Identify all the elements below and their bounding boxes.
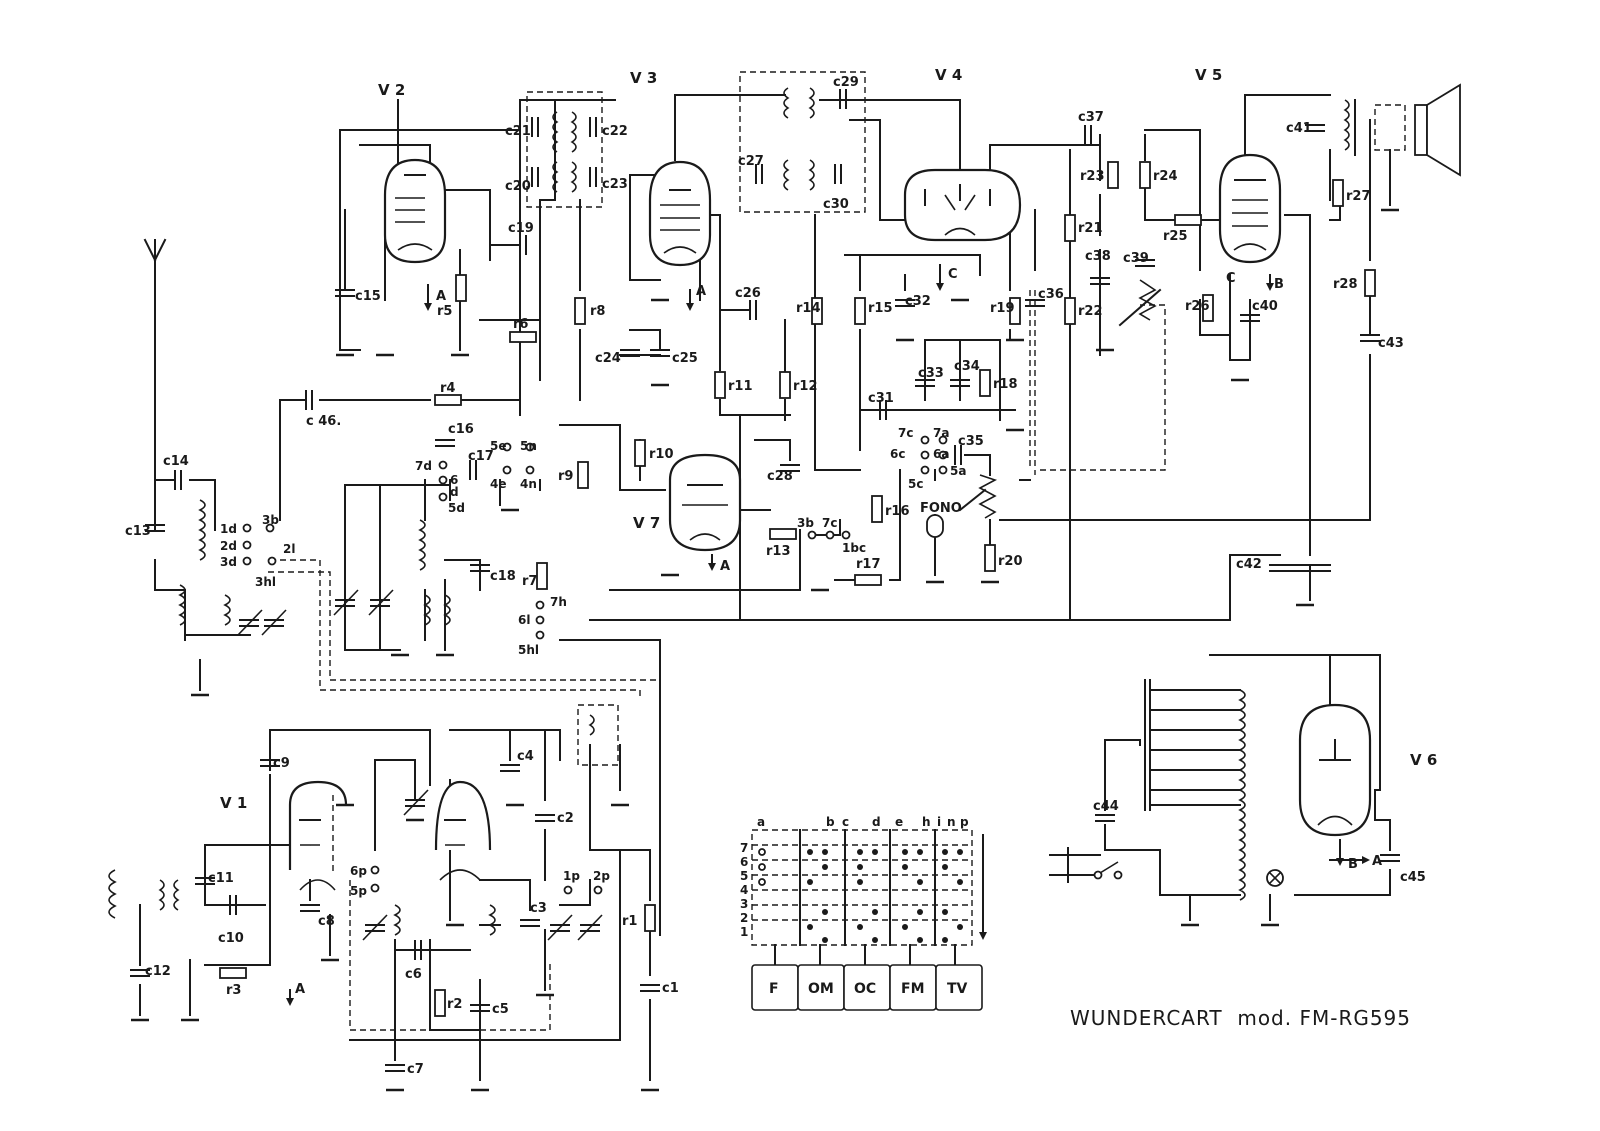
tuning-capacitors — [238, 590, 602, 940]
label-r1: r1 — [622, 914, 638, 929]
capacitor-c45 — [1381, 855, 1399, 861]
contact-label: 6 — [450, 473, 459, 487]
tube-v3 — [650, 162, 710, 265]
node-label-c: C — [1226, 271, 1236, 286]
resistor-r23 — [1108, 162, 1118, 188]
label-r15: r15 — [868, 301, 893, 316]
label-r7: r7 — [522, 574, 538, 589]
label-r14: r14 — [796, 301, 821, 316]
contact-label: 3d — [220, 555, 237, 569]
capacitor-c21 — [532, 118, 538, 136]
contact-label: 5hl — [518, 643, 540, 657]
capacitor-c44 — [1096, 815, 1114, 821]
resistor-r6 — [510, 332, 536, 342]
switch-contact-labels — [220, 426, 966, 898]
capacitor-c42 — [1270, 565, 1330, 571]
label-c30: c30 — [823, 197, 849, 212]
label-c28: c28 — [767, 469, 793, 484]
band-key-om-label: OM — [808, 981, 834, 997]
contact-label: 7c — [898, 426, 914, 440]
grid-col-label: i — [937, 815, 942, 829]
label-r3: r3 — [226, 983, 242, 998]
label-c38: c38 — [1085, 249, 1111, 264]
resistor-r4 — [435, 395, 461, 405]
label-c45: c45 — [1400, 870, 1426, 885]
label-c15: c15 — [355, 289, 381, 304]
capacitor-c16 — [436, 440, 454, 446]
coil-output — [1345, 100, 1349, 150]
label-c24: c24 — [595, 351, 621, 366]
capacitor-c37 — [1085, 126, 1091, 144]
ground-symbols — [131, 210, 1399, 1090]
label-r5: r5 — [437, 304, 453, 319]
capacitor-c25 — [651, 350, 669, 356]
grid-col-label: d — [872, 815, 881, 829]
label-c20: c20 — [505, 179, 531, 194]
resistor-r20 — [985, 545, 995, 571]
resistor-r21 — [1065, 215, 1075, 241]
contact-label: 4e — [490, 477, 507, 491]
node-label-a: A — [720, 559, 731, 574]
label-r8: r8 — [590, 304, 606, 319]
label-c25: c25 — [672, 351, 698, 366]
contact-label: 7c — [822, 516, 838, 530]
tube-label-v2: V 2 — [378, 81, 406, 99]
contact-label: 6p — [350, 864, 367, 878]
label-c32: c32 — [905, 294, 931, 309]
band-switch-grid — [752, 830, 987, 965]
band-key-tv-label: TV — [947, 981, 968, 997]
contact-label: 5p — [350, 884, 367, 898]
label-c3: c3 — [530, 901, 547, 916]
grid-row-label: 6 — [740, 855, 749, 869]
coil-fm-input-2 — [174, 880, 178, 910]
label-c36: c36 — [1038, 287, 1064, 302]
label-c5: c5 — [492, 1002, 509, 1017]
label-r17: r17 — [856, 557, 881, 572]
contact-label: 7d — [415, 459, 432, 473]
fono-input-jack-icon — [927, 515, 943, 537]
mains-switch-icon — [1095, 862, 1122, 879]
capacitor-c8 — [301, 905, 319, 911]
label-r9: r9 — [558, 469, 574, 484]
label-c4: c4 — [517, 749, 534, 764]
label-c37: c37 — [1078, 110, 1104, 125]
tube-label-v6: V 6 — [1410, 751, 1438, 769]
resistor-r5 — [456, 275, 466, 301]
label-c9: c9 — [273, 756, 290, 771]
label-r26: r26 — [1185, 299, 1210, 314]
label-c14: c14 — [163, 454, 189, 469]
resistor-r15 — [855, 298, 865, 324]
tuning-capacitor-1 — [238, 610, 262, 635]
resistor-r25 — [1175, 215, 1201, 225]
label-c27: c27 — [738, 154, 764, 169]
node-label-b: B — [1274, 277, 1284, 292]
contact-label: 4n — [520, 477, 537, 491]
tube-v2 — [385, 160, 445, 262]
capacitor-c3 — [521, 920, 539, 926]
capacitor-c14 — [175, 471, 181, 489]
resistor-r22 — [1065, 298, 1075, 324]
node-label-a: A — [1372, 854, 1383, 869]
label-c42: c42 — [1236, 557, 1262, 572]
label-c13: c13 — [125, 524, 151, 539]
coil-osc-1 — [420, 520, 425, 570]
label-c16: c16 — [448, 422, 474, 437]
label-c46: c 46. — [306, 414, 342, 429]
resistor-r17 — [855, 575, 881, 585]
resistor-r7 — [537, 563, 547, 589]
node-label-b: B — [1348, 857, 1358, 872]
grid-row-label: 1 — [740, 925, 749, 939]
capacitor-c22 — [590, 118, 596, 136]
node-labels — [295, 267, 1382, 997]
coil-antenna-3 — [225, 595, 230, 625]
label-c34: c34 — [954, 359, 980, 374]
contact-label: 5e — [490, 439, 507, 453]
grid-row-label: 5 — [740, 869, 749, 883]
capacitor-c1 — [641, 985, 659, 991]
tube-v7 — [670, 455, 740, 550]
contact-label: 5c — [908, 477, 924, 491]
label-c40: c40 — [1252, 299, 1278, 314]
contact-label: 3b — [797, 516, 814, 530]
tube-v6 — [1300, 705, 1370, 835]
tube-v5 — [1220, 155, 1280, 262]
label-c11: c11 — [208, 871, 234, 886]
capacitor-c24 — [621, 350, 639, 356]
band-key-fm-label: FM — [901, 981, 925, 997]
contact-label: 5d — [448, 501, 465, 515]
label-c29: c29 — [833, 75, 859, 90]
label-c10: c10 — [218, 931, 244, 946]
band-key-f-label: F — [769, 981, 779, 997]
grid-col-label: e — [895, 815, 904, 829]
label-r2: r2 — [447, 997, 463, 1012]
label-r23: r23 — [1080, 169, 1105, 184]
coil-v1-tank-3 — [590, 715, 594, 735]
label-c21: c21 — [505, 124, 531, 139]
node-label-a: A — [295, 982, 306, 997]
resistor-r27 — [1333, 180, 1343, 206]
band-key-oc-label: OC — [854, 981, 877, 997]
grid-row-label: 2 — [740, 911, 749, 925]
coil-v1-tank-2 — [490, 905, 495, 935]
contact-label: 1d — [220, 522, 237, 536]
grid-col-label: b — [826, 815, 835, 829]
grid-col-label: p — [960, 815, 969, 829]
grid-col-label: c — [842, 815, 850, 829]
label-c7: c7 — [407, 1062, 424, 1077]
capacitor-c4 — [501, 765, 519, 771]
antenna-icon — [145, 240, 165, 260]
node-label-c: C — [948, 267, 958, 282]
label-c26: c26 — [735, 286, 761, 301]
label-c6: c6 — [405, 967, 422, 982]
volume-pot — [980, 475, 995, 518]
label-c35: c35 — [958, 434, 984, 449]
resistor-r11 — [715, 372, 725, 398]
capacitor-c15 — [336, 290, 354, 296]
label-c18: c18 — [490, 569, 516, 584]
resistor-r3 — [220, 968, 246, 978]
contact-label: 5a — [950, 464, 967, 478]
capacitor-c20 — [532, 168, 538, 186]
capacitor-c43 — [1361, 335, 1379, 341]
coil-if2 — [784, 88, 814, 190]
resistor-r24 — [1140, 162, 1150, 188]
label-r24: r24 — [1153, 169, 1178, 184]
label-r18: r18 — [993, 377, 1018, 392]
tube-v4 — [905, 170, 1020, 240]
resistor-r28 — [1365, 270, 1375, 296]
resistor-r10 — [635, 440, 645, 466]
diagram-title: WUNDERCART mod. FM-RG595 — [1070, 1006, 1412, 1030]
contact-label: 6a — [933, 447, 950, 461]
coil-antenna-1 — [200, 500, 205, 560]
tuning-capacitor-8 — [578, 915, 602, 940]
label-r22: r22 — [1078, 304, 1103, 319]
resistor-r13 — [770, 529, 796, 539]
resistor-r9 — [578, 462, 588, 488]
capacitor-c46 — [306, 391, 312, 409]
label-r10: r10 — [649, 447, 674, 462]
label-c41: c41 — [1286, 121, 1312, 136]
capacitor-c2 — [536, 815, 554, 821]
label-c33: c33 — [918, 366, 944, 381]
wiring — [140, 95, 1390, 1080]
capacitor-c26 — [750, 301, 756, 319]
resistor-r12 — [780, 372, 790, 398]
contact-label: 1bc — [842, 541, 867, 555]
grid-row-label: 7 — [740, 841, 749, 855]
label-c44: c44 — [1093, 799, 1119, 814]
resistor-r18 — [980, 370, 990, 396]
label-c23: c23 — [602, 177, 628, 192]
label-r21: r21 — [1078, 221, 1103, 236]
contact-label: 2l — [283, 542, 296, 556]
coil-if1 — [553, 112, 576, 192]
label-c22: c22 — [602, 124, 628, 139]
node-label-a: A — [436, 289, 447, 304]
grid-col-label: n — [947, 815, 956, 829]
contact-label: 7h — [550, 595, 567, 609]
label-c31: c31 — [868, 391, 894, 406]
label-c2: c2 — [557, 811, 574, 826]
label-r4: r4 — [440, 381, 456, 396]
contact-label: 5n — [520, 439, 537, 453]
switch-grid-contacts — [759, 849, 963, 943]
mains-plug-icon — [1050, 848, 1068, 882]
fono-label: FONO — [920, 501, 962, 516]
label-r19: r19 — [990, 301, 1015, 316]
label-r11: r11 — [728, 379, 753, 394]
band-keys — [752, 965, 982, 1010]
label-r13: r13 — [766, 544, 791, 559]
label-r27: r27 — [1346, 189, 1371, 204]
label-r20: r20 — [998, 554, 1023, 569]
node-label-a: A — [696, 284, 707, 299]
tube-label-v5: V 5 — [1195, 66, 1223, 84]
tube-label-v3: V 3 — [630, 69, 658, 87]
contact-label: 2p — [593, 869, 610, 883]
tube-label-v7: V 7 — [633, 514, 661, 532]
label-c1: c1 — [662, 981, 679, 996]
pilot-lamp-icon — [1267, 870, 1283, 886]
label-r16: r16 — [885, 504, 910, 519]
label-r28: r28 — [1333, 277, 1358, 292]
grid-row-label: 3 — [740, 897, 749, 911]
coil-fm-input — [160, 880, 164, 910]
speaker-icon — [1415, 85, 1460, 175]
tube-v1 — [290, 782, 490, 890]
capacitor-c30 — [835, 165, 841, 183]
label-c39: c39 — [1123, 251, 1149, 266]
resistor-r16 — [872, 496, 882, 522]
label-r6: r6 — [513, 317, 529, 332]
label-c8: c8 — [318, 914, 335, 929]
coil-fm-dipole — [109, 870, 115, 918]
tube-label-v4: V 4 — [935, 66, 963, 84]
contact-label: 7a — [933, 426, 950, 440]
label-c43: c43 — [1378, 336, 1404, 351]
contact-label: 6l — [518, 613, 531, 627]
capacitor-c7 — [386, 1065, 404, 1071]
tuning-capacitor-6 — [363, 915, 387, 940]
contact-label: 1p — [563, 869, 580, 883]
contact-label: 2d — [220, 539, 237, 553]
grid-col-label: a — [757, 815, 766, 829]
tuning-capacitor-2 — [262, 610, 286, 635]
contact-label: d — [450, 485, 459, 499]
tube-label-v1: V 1 — [220, 794, 248, 812]
label-c19: c19 — [508, 221, 534, 236]
contact-label: 3b — [262, 513, 279, 527]
coil-v1-tank-1 — [395, 905, 400, 935]
resistor-r8 — [575, 298, 585, 324]
grid-row-label: 4 — [740, 883, 749, 897]
contact-label: 6c — [890, 447, 906, 461]
resistor-r2 — [435, 990, 445, 1016]
contact-label: 3hl — [255, 575, 277, 589]
capacitor-c19 — [520, 236, 526, 254]
label-r12: r12 — [793, 379, 818, 394]
label-c12: c12 — [145, 964, 171, 979]
label-r25: r25 — [1163, 229, 1188, 244]
label-c17: c17 — [468, 449, 494, 464]
resistor-r1 — [645, 905, 655, 931]
grid-col-label: h — [922, 815, 931, 829]
capacitor-c23 — [590, 168, 596, 186]
tuning-capacitor-7 — [548, 915, 572, 940]
coil-power-primary — [1240, 690, 1245, 900]
